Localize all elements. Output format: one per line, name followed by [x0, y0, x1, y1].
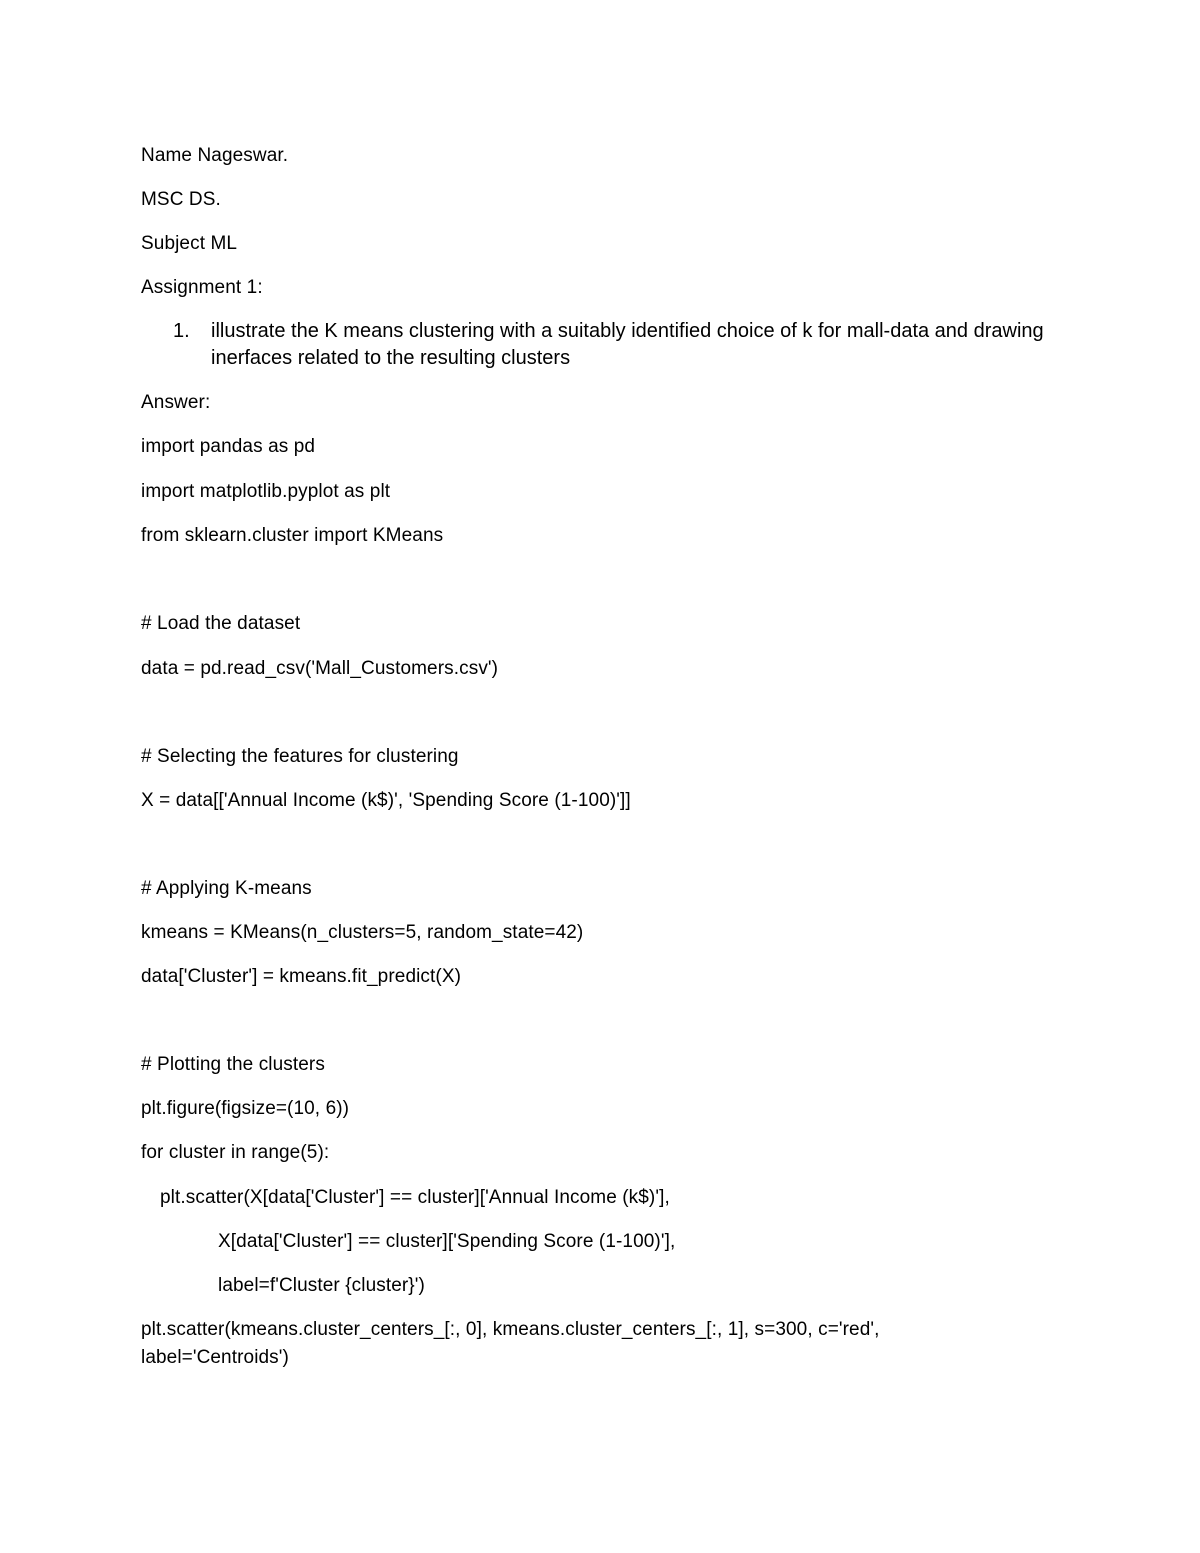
question-number: 1. — [173, 320, 190, 342]
code-line-fit-predict: data['Cluster'] = kmeans.fit_predict(X) — [141, 966, 462, 987]
assignment-title: Assignment 1: — [141, 277, 263, 298]
code-line-centroids-2: label='Centroids') — [141, 1347, 289, 1368]
answer-label: Answer: — [141, 392, 211, 413]
code-line-scatter-1: plt.scatter(X[data['Cluster'] == cluster]['Annual Income (k$)'], — [160, 1187, 670, 1208]
question-text: illustrate the K means clustering with a suitably identified choice of k for mall-data and drawing inerfaces related to the resulting clusters — [211, 320, 1044, 369]
code-comment-plot: # Plotting the clusters — [141, 1054, 325, 1075]
code-comment-select: # Selecting the features for clustering — [141, 746, 459, 767]
code-line-kmeans-init: kmeans = KMeans(n_clusters=5, random_state=42) — [141, 922, 584, 943]
code-line-centroids-1: plt.scatter(kmeans.cluster_centers_[:, 0], kmeans.cluster_centers_[:, 1], s=300, c='red', — [141, 1319, 880, 1340]
code-line-read-csv: data = pd.read_csv('Mall_Customers.csv') — [141, 658, 499, 679]
code-line-scatter-3: label=f'Cluster {cluster}') — [218, 1275, 425, 1296]
code-comment-apply: # Applying K-means — [141, 878, 312, 899]
code-comment-load: # Load the dataset — [141, 613, 301, 634]
code-line-figure: plt.figure(figsize=(10, 6)) — [141, 1098, 350, 1119]
student-name: Name Nageswar. — [141, 145, 289, 166]
code-line-import-plt: import matplotlib.pyplot as plt — [141, 481, 391, 502]
course-name: MSC DS. — [141, 189, 221, 210]
code-line-scatter-2: X[data['Cluster'] == cluster]['Spending Score (1-100)'], — [218, 1231, 676, 1252]
code-line-select-x: X = data[['Annual Income (k$)', 'Spending Score (1-100)']] — [141, 790, 631, 811]
code-line-import-kmeans: from sklearn.cluster import KMeans — [141, 525, 444, 546]
code-line-for-loop: for cluster in range(5): — [141, 1142, 330, 1163]
subject-name: Subject ML — [141, 233, 238, 254]
code-line-import-pandas: import pandas as pd — [141, 436, 316, 457]
